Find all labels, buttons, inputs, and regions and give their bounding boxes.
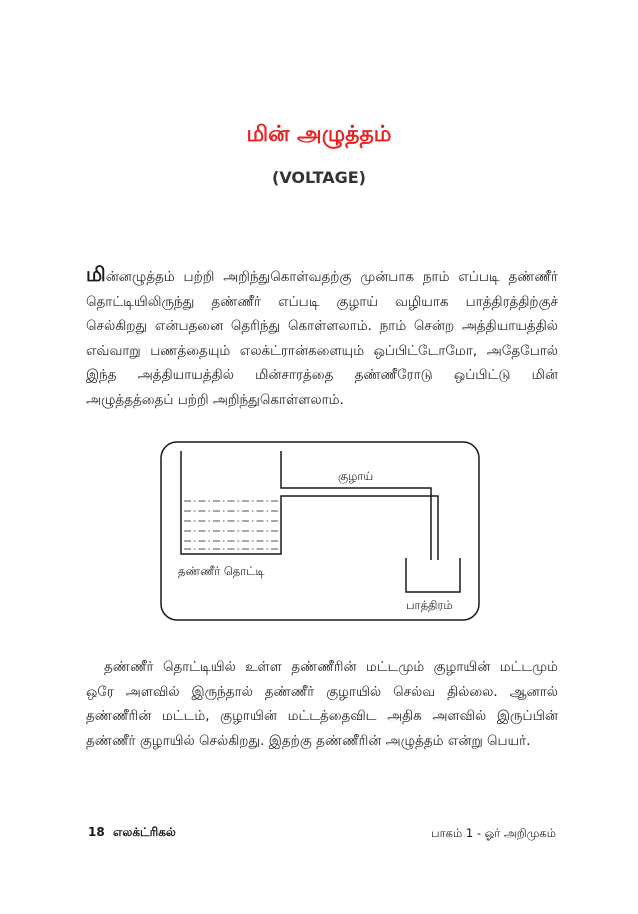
intro-paragraph — [86, 262, 558, 413]
intro-paragraph-text: ன்னழுத்தம் பற்றி அறிந்துகொள்வதற்கு முன்பாக நாம் எப்படி தண்ணீர் தொட்டியிலிருந்து தண்ணீர் எப்படி குழாய் வழியாக பாத்திரத்திற்குச் செல்கிறது என்பதனை தெரிந்து கொள்ளலாம். நாம் சென்ற அத்தியாயத்தில் எவ்வாறு பணத்தையும் எலக்ட்ரான்களையும் ஒப்பிட்டோமோ, அதேபோல் இந்த அத்தியாயத்தில் மின்சாரத்தை தண்ணீரோடு ஒப்பிட்டு மின் அழுத்தத்தைப் பற்றி அறிந்துகொள்ளலாம். — [86, 269, 558, 408]
tank-and-pipe-outline — [181, 451, 438, 560]
water-level-lines — [184, 501, 278, 549]
page-title: மின் அழுத்தம் — [246, 122, 392, 147]
water-tank-diagram — [160, 441, 480, 621]
tank-label: தண்ணீர் தொட்டி — [178, 564, 265, 578]
footer-page-and-book: 18 எலக்ட்ரிகல் — [88, 825, 176, 839]
dropcap: மி — [86, 262, 106, 286]
pipe-label: குழாய் — [338, 469, 374, 483]
pressure-paragraph: தண்ணீர் தொட்டியில் உள்ள தண்ணீரின் மட்டமும் குழாயின் மட்டமும் ஒரே அளவில் இருந்தால் தண்ணீர் குழாயில் செல்வ தில்லை. ஆனால் தண்ணீரின் மட்டம், குழாயின் மட்டத்தைவிட அதிக அளவில் இருப்பின் தண்ணீர் குழாயில் செல்கிறது. இதற்கு தண்ணீரின் அழுத்தம் என்று பெயர். — [86, 659, 558, 749]
footer-part-title: பாகம் 1 - ஓர் அறிமுகம் — [431, 826, 556, 840]
vessel-outline — [406, 558, 460, 592]
vessel-label: பாத்திரம் — [406, 598, 453, 612]
page-subtitle: (VOLTAGE) — [272, 168, 366, 187]
